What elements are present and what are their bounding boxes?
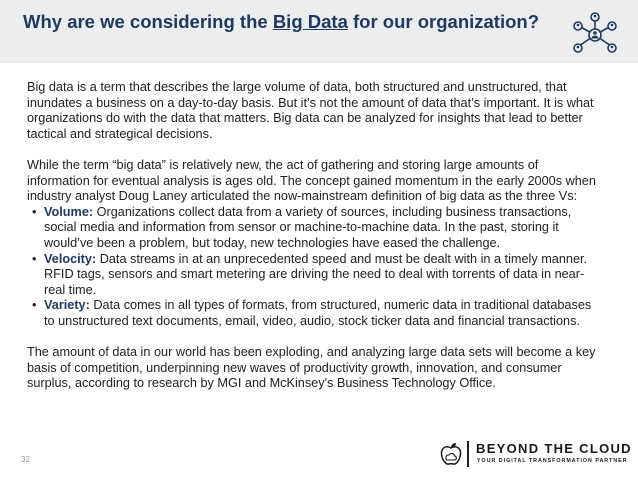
bullet-glyph: • — [32, 298, 37, 313]
bullet-text: Data streams in at an unprecedented speed and must be dealt with in a timely manner. RFID tags, sensors and smart metering are driving the need to deal with torrents of data in near-real time. — [44, 251, 588, 297]
history-paragraph: While the term “big data” is relatively new, the act of gathering and storing large amounts of information for eventual analysis is ages old. The concept gained momentum in the early 2000s when industry analyst Doug Laney articulated the now-mainstream definition of big data as the three Vs: — [27, 157, 596, 204]
list-item-variety — [27, 298, 597, 329]
bullet-glyph: • — [32, 251, 37, 266]
bullet-text: Organizations collect data from a variety of sources, including business transactions, social media and information from sensor or machine-to-machine data. In the past, storing it would’ve been a problem, but today, new technologies have eased the challenge. — [44, 204, 572, 250]
brand-logo — [440, 440, 630, 470]
bullet-term: Velocity: — [44, 251, 97, 266]
three-vs-list — [27, 205, 597, 330]
bullet-text: Data comes in all types of formats, from structured, numeric data in traditional databases to unstructured text documents, email, video, audio, stock ticker data and financial transactions. — [44, 298, 592, 328]
title-text-before: Why are we considering the — [23, 11, 273, 32]
intro-paragraph: Big data is a term that describes the large volume of data, both structured and unstructured, that inundates a business on a day-to-day basis. But it’s not the amount of data that’s important. It is what organizations do with the data that matters. Big data can be analyzed for insights that lead to better tactical and strategical decisions. — [27, 80, 594, 141]
paragraph-spacer — [27, 142, 597, 158]
title-highlight: Big Data — [272, 11, 348, 32]
title-text-after: for our organization? — [347, 11, 540, 32]
logo-divider — [467, 441, 469, 467]
paragraph-spacer — [27, 330, 597, 346]
list-item-velocity — [27, 252, 597, 299]
brand-name: BEYOND THE CLOUD — [476, 441, 632, 456]
list-item-volume — [27, 205, 597, 252]
page-number: 32 — [21, 455, 30, 464]
slide-body — [27, 80, 597, 392]
bullet-glyph: • — [32, 204, 37, 219]
bullet-term: Volume: — [44, 204, 94, 219]
closing-paragraph: The amount of data in our world has been exploding, and analyzing large data sets will become a key basis of competition, underpinning new waves of productivity growth, innovation, and consumer surplus, according to research by MGI and McKinsey's Business Technology Office. — [27, 345, 596, 391]
bullet-term: Variety: — [44, 298, 90, 313]
brand-tagline: YOUR DIGITAL TRANSFORMATION PARTNER — [477, 458, 628, 464]
network-people-icon — [570, 11, 620, 57]
slide-title — [23, 11, 543, 33]
apple-cloud-logo-icon — [440, 442, 462, 466]
